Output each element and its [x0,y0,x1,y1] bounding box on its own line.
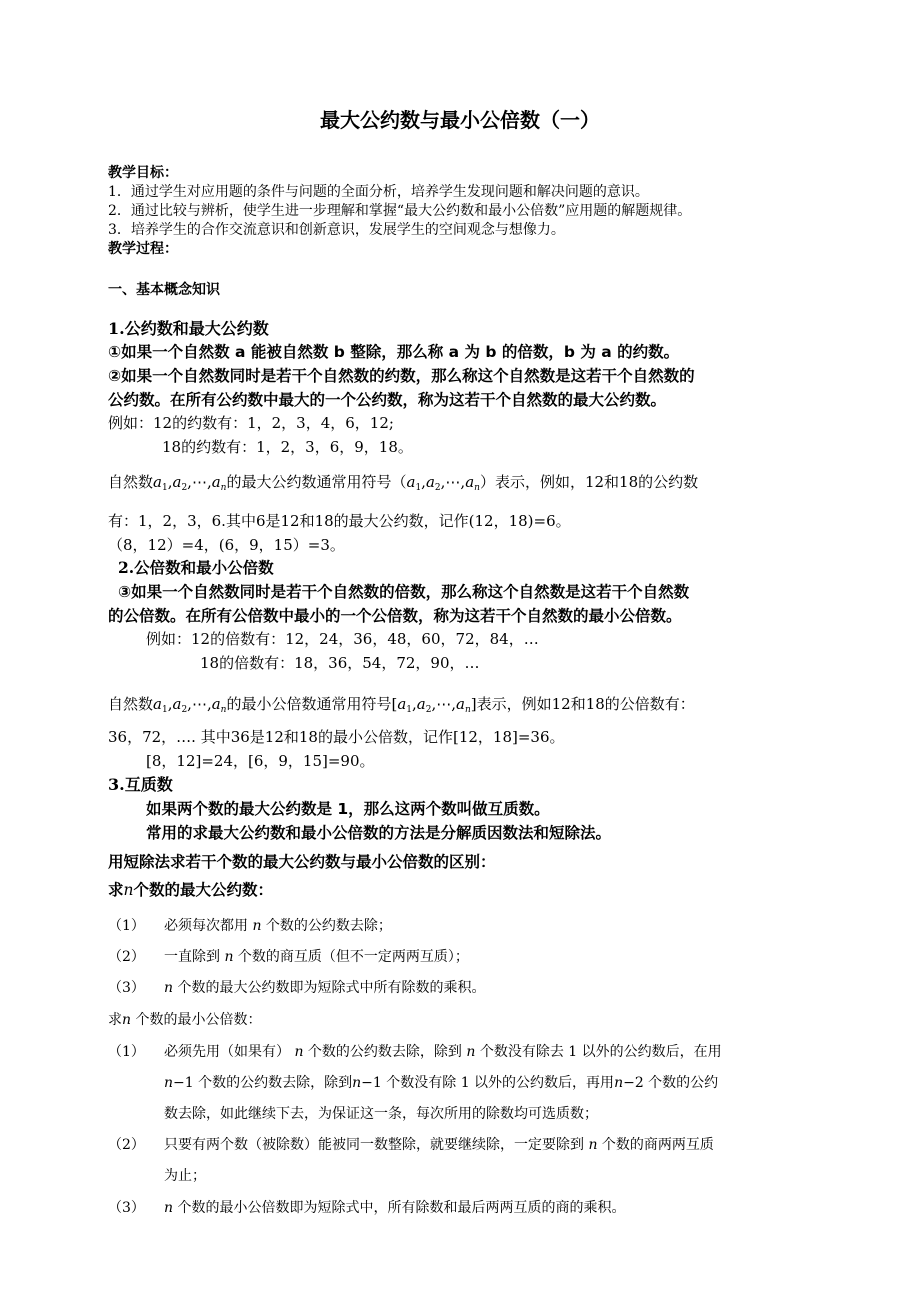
coprime-line-1: 如果两个数的最大公约数是 1，那么这两个数叫做互质数。 [146,800,550,818]
lcm-step-1-l1b: 个数的公约数去除，除到 [307,1044,462,1060]
lcm-example-2: 18的倍数有：18，36，54，72，90，… [200,654,480,672]
lcm-step-1-l2c: −2 个数的公约 [623,1075,719,1091]
lcm-n-title-a: 求 [108,1012,122,1028]
page-title: 最大公约数与最小公倍数（一） [320,108,600,132]
section-heading-basic-concepts: 一、基本概念知识 [108,282,220,298]
gcd-notation-text-b: 的最大公约数通常用符号（ [226,473,407,491]
lcm-definition-line-2: 的公倍数。在所有公倍数中最小的一个公倍数，称为这若干个自然数的最小公倍数。 [108,607,682,625]
lcm-example-1: 例如：12的倍数有：12，24，36，48，60，72，84，… [146,630,539,648]
gcd-step-3-b: 个数的最大公约数即为短除式中所有除数的乘积。 [177,980,486,996]
gcd-example-2: 18的约数有：1，2，3，6，9，18。 [162,438,413,456]
gcd-example-line: （8，12）=4，(6，9，15）=3。 [108,536,345,554]
lcm-notation-text-c: ]表示，例如12和18的公倍数有： [470,695,695,713]
lcm-step-1-l2b: −1 个数没有除 1 以外的公约数后，再用 [361,1075,615,1091]
gcd-step-1-number: （1） [108,918,145,934]
gcd-notation-text-a: 自然数 [108,473,154,491]
lcm-step-3-line-1: n 个数的最小公倍数即为短除式中，所有除数和最后两两互质的商的乘积。 [164,1200,626,1216]
coprime-line-2: 常用的求最大公约数和最小公倍数的方法是分解质因数法和短除法。 [146,824,612,842]
lcm-step-2-number: （2） [108,1137,145,1153]
gcd-definition-2-line-2: 公约数。在所有公约数中最大的一个公约数，称为这若干个自然数的最大公约数。 [108,391,667,409]
gcd-step-2: 一直除到 n 个数的商互质（但不一定两两互质）； [164,949,469,965]
gcd-notation-line-2: 有：1，2，3，6.其中6是12和18的最大公约数，记作(12，18)=6。 [108,512,571,530]
lcm-notation-formula-seq: $a_1,a_2,\cdots,a_n$ [153,695,227,715]
lcm-notation-text-b: 的最小公倍数通常用符号[ [226,695,398,713]
gcd-step-1-b: 个数的公约数去除； [265,918,392,934]
gcd-step-1-a: 必须每次都用 [164,918,248,934]
lcm-step-2-line-2: 为止； [164,1168,206,1184]
goal-item-2: 2．通过比较与辨析，使学生进一步理解和掌握“最大公约数和最小公倍数”应用题的解题规律。 [108,203,692,219]
gcd-example-1: 例如：12的约数有：1，2，3，4，6，12; [108,414,394,432]
lcm-step-1-line-3: 数去除，如此继续下去，为保证这一条，每次所用的除数均可选质数； [164,1106,598,1122]
lcm-step-1-l1c: 个数没有除去 1 以外的公约数后，在用 [479,1044,722,1060]
lcm-step-1-l2a: −1 个数的公约数去除，除到 [173,1075,353,1091]
lcm-step-2-l1b: 个数的商两两互质 [601,1137,714,1153]
lcm-notation-formula-symbol: $a_1,a_2,\cdots,a_n$ [397,695,471,715]
lcm-step-3-number: （3） [108,1200,145,1216]
gcd-definition-2-line-1: ②如果一个自然数同时是若干个自然数的约数，那么称这个自然数是这若干个自然数的 [108,367,695,385]
lcm-heading: 2.公倍数和最小公倍数 [118,558,274,577]
lcm-n-title-b: 个数的最小公倍数： [135,1012,262,1028]
gcd-n-title-n: n [123,881,134,899]
gcd-step-2-b: 个数的商互质（但不一定两两互质）； [237,949,469,965]
gcd-step-3: n 个数的最大公约数即为短除式中所有除数的乘积。 [164,980,486,996]
lcm-step-1-l1a: 必须先用（如果有） [164,1044,290,1060]
gcd-n-numbers-title [108,880,828,900]
lcm-step-1-line-2: n−1 个数的公约数去除，除到n−1 个数没有除 1 以外的公约数后，再用n−2 个数的公约 [164,1075,719,1091]
lcm-step-3-l1: 个数的最小公倍数即为短除式中，所有除数和最后两两互质的商的乘积。 [177,1200,626,1216]
gcd-notation-formula-symbol: $a_1,a_2,\cdots,a_n$ [406,473,480,493]
lcm-step-1-line-1: 必须先用（如果有） n 个数的公约数去除，除到 n 个数没有除去 1 以外的公约数后，在用 [164,1044,722,1060]
goal-item-3: 3．培养学生的合作交流意识和创新意识，发展学生的空间观念与想像力。 [108,222,565,238]
goals-heading: 教学目标： [108,165,178,181]
lcm-notation-text-a: 自然数 [108,695,154,713]
short-division-heading: 用短除法求若干个数的最大公约数与最小公倍数的区别： [108,853,496,871]
gcd-n-title-a: 求 [108,881,124,899]
lcm-step-2-l1a: 只要有两个数（被除数）能被同一数整除，就要继续除，一定要除到 [164,1137,584,1153]
gcd-notation-text-c: ）表示，例如，12和18的公约数 [479,473,699,491]
goal-item-1: 1．通过学生对应用题的条件与问题的全面分析，培养学生发现问题和解决问题的意识。 [108,184,649,200]
gcd-step-3-number: （3） [108,980,145,996]
gcd-definition-1: ①如果一个自然数 a 能被自然数 b 整除，那么称 a 为 b 的倍数，b 为 a 的约数。 [108,343,680,361]
lcm-definition-line-1: ③如果一个自然数同时是若干个自然数的倍数，那么称这个自然数是这若干个自然数 [118,583,690,601]
process-heading: 教学过程： [108,241,178,257]
gcd-notation-line [108,472,828,492]
gcd-step-2-a: 一直除到 [164,949,220,965]
lcm-notation-line [108,694,828,714]
lcm-notation-line-2: 36，72，…. 其中36是12和18的最小公倍数，记作[12，18]=36。 [108,728,565,746]
lcm-example-line: [8，12]=24，[6，9，15]=90。 [146,752,375,770]
lcm-n-numbers-title: 求n 个数的最小公倍数： [108,1012,262,1028]
gcd-n-title-b: 个数的最大公约数： [133,881,274,899]
gcd-step-1: 必须每次都用 n 个数的公约数去除； [164,918,392,934]
gcd-notation-formula-seq: $a_1,a_2,\cdots,a_n$ [153,473,227,493]
coprime-heading: 3.互质数 [108,775,173,794]
gcd-heading: 1.公约数和最大公约数 [108,319,269,338]
gcd-step-2-number: （2） [108,949,145,965]
lcm-step-2-line-1: 只要有两个数（被除数）能被同一数整除，就要继续除，一定要除到 n 个数的商两两互质 [164,1137,714,1153]
lcm-step-1-number: （1） [108,1044,145,1060]
